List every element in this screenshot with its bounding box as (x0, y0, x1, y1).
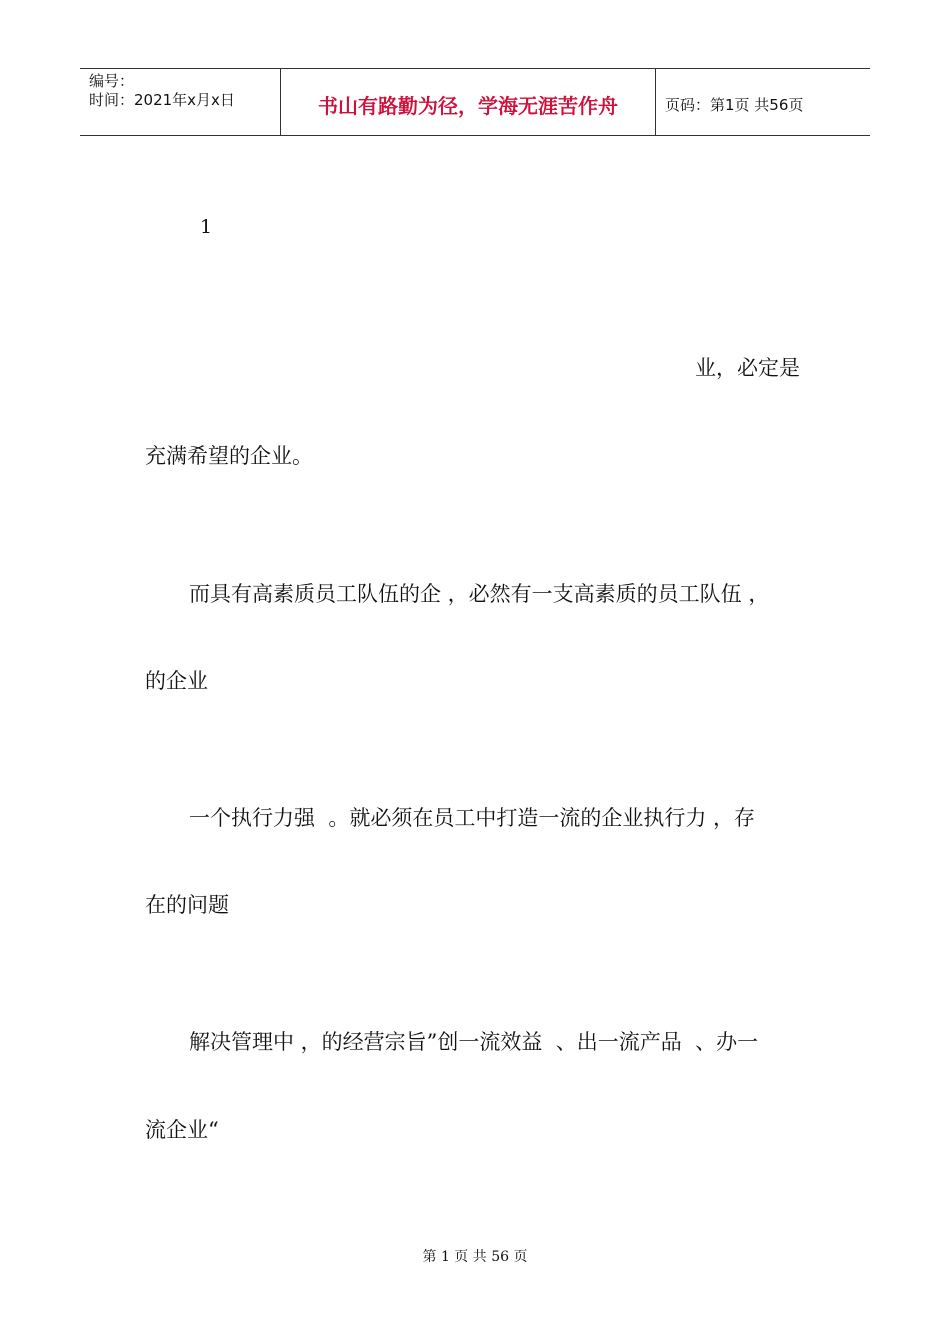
page-footer: 第 1 页 共 56 页 (422, 1249, 528, 1265)
body-line: 在的问题 (145, 893, 229, 917)
section-number: 1 (200, 216, 213, 238)
body-line: 的企业 (145, 669, 208, 693)
body-line: 充满希望的企业。 (145, 444, 313, 468)
body-line: 解决管理中 ，的经营宗旨”创一流效益 、出一流产品 、办一 (189, 1030, 759, 1054)
document-code-label: 编号： (89, 72, 135, 90)
document-date: 时间：2021年x月x日 (89, 91, 235, 109)
header-meta-cell (80, 69, 281, 135)
body-line: 而具有高素质员工队伍的企 ，必然有一支高素质的员工队伍 ， (189, 582, 770, 606)
body-line: 一个执行力强 。就必须在员工中打造一流的企业执行力 ，存 (189, 806, 756, 830)
body-line: 业，必定是 (695, 356, 800, 380)
header-page-info: 页码：第1页 共56页 (665, 95, 804, 114)
body-line: 流企业“ (145, 1118, 219, 1142)
document-header (80, 68, 870, 136)
header-motto: 书山有路勤为径，学海无涯苦作舟 (281, 69, 656, 135)
